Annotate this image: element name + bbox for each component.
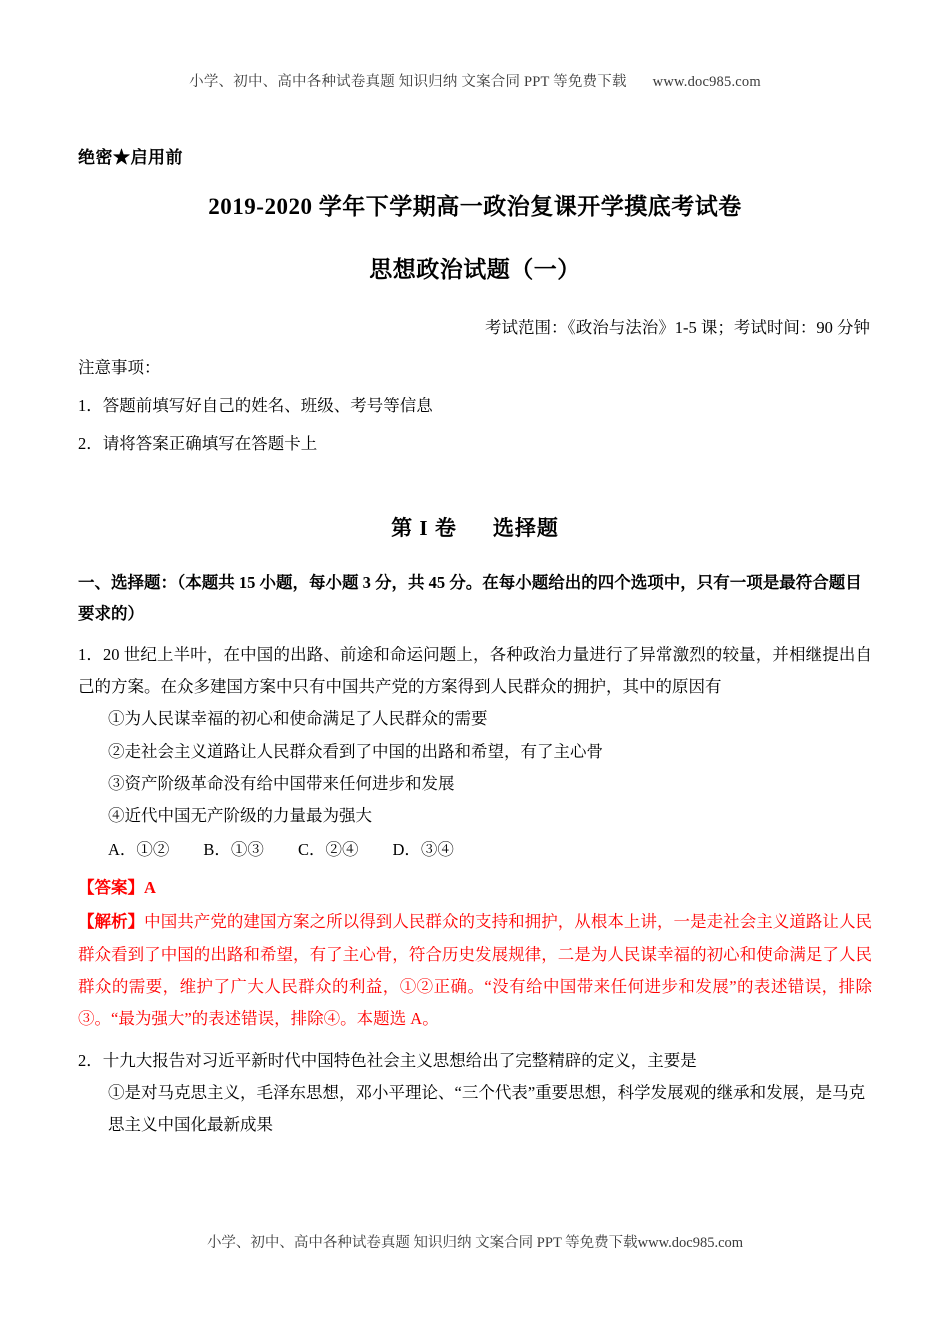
page-title: 2019-2020 学年下学期高一政治复课开学摸底考试卷 <box>208 194 742 219</box>
watermark-url: www.doc985.com <box>652 74 761 90</box>
question-option: ①为人民谋幸福的初心和使命满足了人民群众的需要 <box>108 709 488 729</box>
watermark-url: www.doc985.com <box>637 1235 744 1251</box>
notice-item-1: 1．答题前填写好自己的姓名、班级、考号等信息 <box>78 396 433 415</box>
choice-b: B．①③ <box>203 840 264 860</box>
section-label-type: 选择题 <box>492 516 559 540</box>
top-watermark <box>78 70 872 91</box>
question-option: ②走社会主义道路让人民群众看到了中国的出路和希望，有了主心骨 <box>108 741 603 761</box>
notice-heading: 注意事项： <box>78 358 161 377</box>
section-heading <box>78 512 872 542</box>
question-option: ④近代中国无产阶级的力量最为强大 <box>108 805 372 825</box>
question-choices <box>108 834 872 866</box>
analysis-label: 【解析】 <box>78 912 145 932</box>
question-stem: 1．20 世纪上半叶，在中国的出路、前途和命运问题上，各种政治力量进行了异常激烈的较量，并相继提出自己的方案。在众多建国方案中只有中国共产党的方案得到人民群众的拥护，其中的原因有 <box>78 645 872 697</box>
question-option: ①是对马克思主义，毛泽东思想，邓小平理论、“三个代表”重要思想，科学发展观的继承和发展，是马克思主义中国化最新成果 <box>108 1083 866 1135</box>
question-option: ③资产阶级革命没有给中国带来任何进步和发展 <box>108 773 455 793</box>
choice-a: A．①② <box>108 840 170 860</box>
bottom-watermark <box>0 1231 950 1252</box>
section-label-volume: 第 I 卷 <box>391 516 457 540</box>
watermark-text: 小学、初中、高中各种试卷真题 知识归纳 文案合同 PPT 等免费下载 <box>189 74 627 90</box>
analysis-text: 中国共产党的建国方案之所以得到人民群众的支持和拥护，从根本上讲，一是走社会主义道路让人民群众看到了中国的出路和希望，有了主心骨，符合历史发展规律，二是为人民谋幸福的初心和使命满足了人民群众的需要，维护了广大人民群众的利益，①②正确。“没有给中国带来任何进步和发展”的表述错误，排除③。“最为强大”的表述错误，排除④。本题选 A。 <box>78 912 873 1028</box>
question-group-heading: 一、选择题：（本题共 15 小题，每小题 3 分，共 45 分。在每小题给出的四个选项中，只有一项是最符合题目要求的） <box>78 573 862 623</box>
answer-line <box>78 872 872 904</box>
analysis-block <box>78 906 872 1035</box>
answer-value: A <box>144 878 156 898</box>
choice-d: D．③④ <box>392 840 454 860</box>
question-stem: 2．十九大报告对习近平新时代中国特色社会主义思想给出了完整精辟的定义，主要是 <box>78 1051 697 1071</box>
choice-c: C．②④ <box>297 840 359 860</box>
exam-scope: 考试范围：《政治与法治》1-5 课；考试时间：90 分钟 <box>485 318 870 337</box>
watermark-text: 小学、初中、高中各种试卷真题 知识归纳 文案合同 PPT 等免费下载 <box>206 1235 638 1251</box>
page-subtitle: 思想政治试题（一） <box>369 257 581 282</box>
answer-label: 【答案】 <box>78 878 144 898</box>
secret-label: 绝密★启用前 <box>78 148 183 167</box>
question-block <box>78 639 872 1035</box>
notice-item-2: 2．请将答案正确填写在答题卡上 <box>78 434 318 453</box>
question-block <box>78 1045 872 1142</box>
